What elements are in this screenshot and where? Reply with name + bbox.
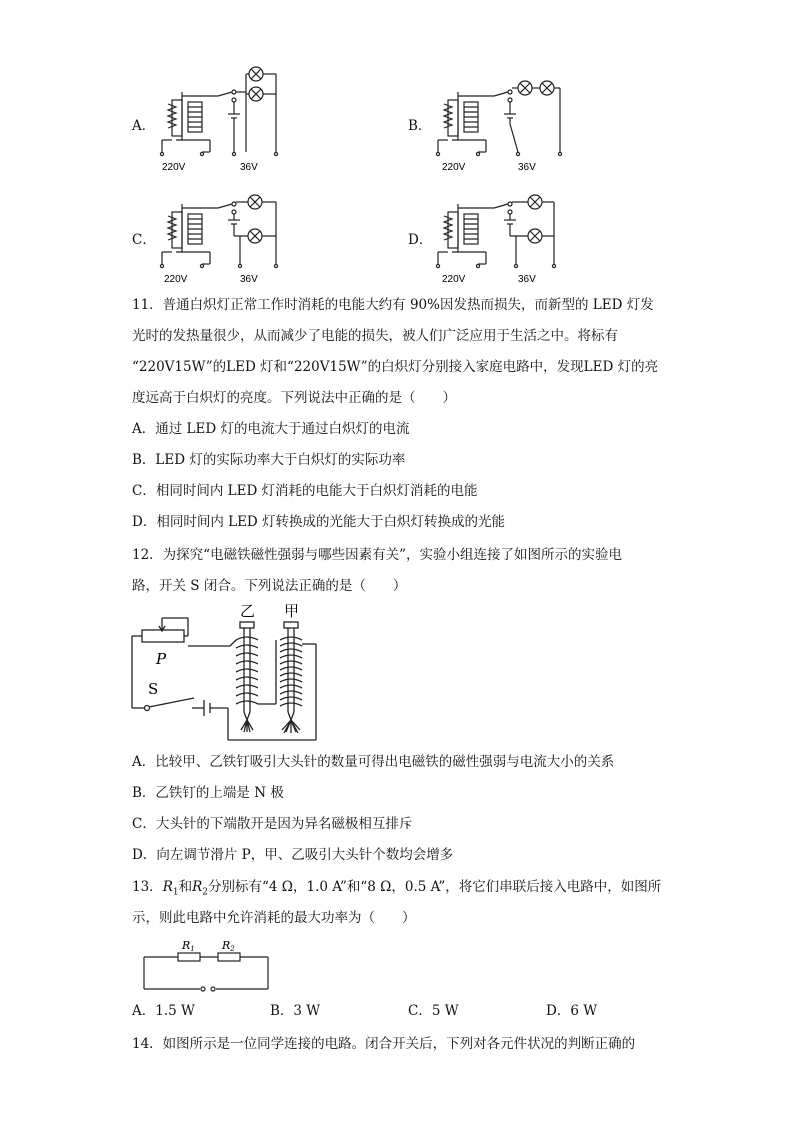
option-a-label: A． <box>132 118 156 134</box>
q12-line-2: 路，开关 S 闭合。下列说法正确的是（ ） <box>132 578 407 594</box>
fig-r1-symbol: R <box>182 939 191 952</box>
r2-symbol: R <box>192 879 203 895</box>
q11-option-b: B．LED 灯的实际功率大于白炽灯的实际功率 <box>132 452 406 468</box>
q13-option-d: D．6 W <box>546 1003 598 1019</box>
switch-s-label: S <box>148 680 159 698</box>
q12-option-a: A．比较甲、乙铁钉吸引大头针的数量可得出电磁铁的磁性强弱与电流大小的关系 <box>132 754 615 770</box>
volt-36-a: 36V <box>240 162 258 173</box>
electromagnet-circuit <box>132 600 332 750</box>
q12-stem <box>132 545 622 607</box>
q12-option-b: B．乙铁钉的上端是 N 极 <box>132 785 284 801</box>
volt-220-b: 220V <box>442 162 466 173</box>
q13-stem <box>132 877 661 939</box>
q13-option-a: A．1.5 W <box>132 1003 195 1019</box>
q13-line-1-rest: 分别标有“4 Ω，1.0 A”和“8 Ω，0.5 A”，将它们串联后接入电路中，如图所 <box>208 879 662 895</box>
q11-line-2: 光时的发热量很少，从而减少了电能的损失，被人们广泛应用于生活之中。将标有 <box>132 328 618 344</box>
relay-circuit-b <box>434 78 574 174</box>
q11-line-1: 11．普通白炽灯正常工作时消耗的电能大约有 90%因发热而损失，而新型的 LED 灯发 <box>132 297 654 313</box>
fig-r2-symbol: R <box>222 939 231 952</box>
fig-r2-subscript: 2 <box>230 945 235 953</box>
q14-line-1: 14．如图所示是一位同学连接的电路。闭合开关后，下列对各元件状况的判断正确的 <box>132 1036 636 1052</box>
relay-circuit-a <box>158 62 298 174</box>
q12-option-d: D．向左调节滑片 P，甲、乙吸引大头针个数均会增多 <box>132 847 454 863</box>
q11-stem <box>132 295 658 543</box>
q12-line-1: 12．为探究“电磁铁磁性强弱与哪些因素有关”，实验小组连接了如图所示的实验电 <box>132 547 622 563</box>
r1-symbol: R <box>162 879 173 895</box>
volt-36-d: 36V <box>518 274 536 285</box>
volt-36-c: 36V <box>240 274 258 285</box>
option-c-label: C． <box>132 232 156 248</box>
fig-r2 <box>221 939 235 953</box>
q11-line-3: “220V15W”的LED 灯和“220V15W”的白炽灯分别接入家庭电路中，发现LED 灯的亮 <box>132 359 659 375</box>
r1-subscript: 1 <box>172 887 179 898</box>
nail-yi-label: 乙 <box>240 602 256 620</box>
q13-option-b: B．3 W <box>270 1003 321 1019</box>
q11-option-a: A．通过 LED 灯的电流大于通过白炽灯的电流 <box>132 421 410 437</box>
volt-36-b: 36V <box>518 162 536 173</box>
q13-option-c: C．5 W <box>408 1003 459 1019</box>
option-b-label: B． <box>408 118 432 134</box>
r2-subscript: 2 <box>202 887 208 898</box>
q11-option-c: C．相同时间内 LED 灯消耗的电能大于白炽灯消耗的电能 <box>132 483 478 499</box>
volt-220-a: 220V <box>162 162 186 173</box>
fig-r1 <box>181 939 195 953</box>
series-resistor-circuit <box>142 935 272 995</box>
q12-options <box>132 752 614 876</box>
volt-220-d: 220V <box>442 274 466 285</box>
fig-r1-subscript: 1 <box>190 945 195 953</box>
slider-p-label: P <box>156 650 167 668</box>
q11-line-4: 度远高于白炽灯的亮度。下列说法中正确的是（ ） <box>132 390 456 406</box>
q12-option-c: C．大头针的下端散开是因为异名磁极相互排斥 <box>132 816 413 832</box>
q13-and: 和 <box>178 879 193 895</box>
q13-line-1: 13．$R_1$和$R_2$分别标有“4 Ω，1.0 A”和“8 Ω，0.5 A”，将它们串联后接入电路中，如图所 <box>132 879 662 898</box>
relay-circuit-d <box>434 190 574 286</box>
volt-220-c: 220V <box>164 274 188 285</box>
option-d-label: D． <box>408 232 433 248</box>
q13-line-2: 示，则此电路中允许消耗的最大功率为（ ） <box>132 910 416 926</box>
nail-jia-label: 甲 <box>284 602 300 620</box>
q11-option-d: D．相同时间内 LED 灯转换成的光能大于白炽灯转换成的光能 <box>132 514 506 530</box>
relay-circuit-c <box>158 190 298 286</box>
